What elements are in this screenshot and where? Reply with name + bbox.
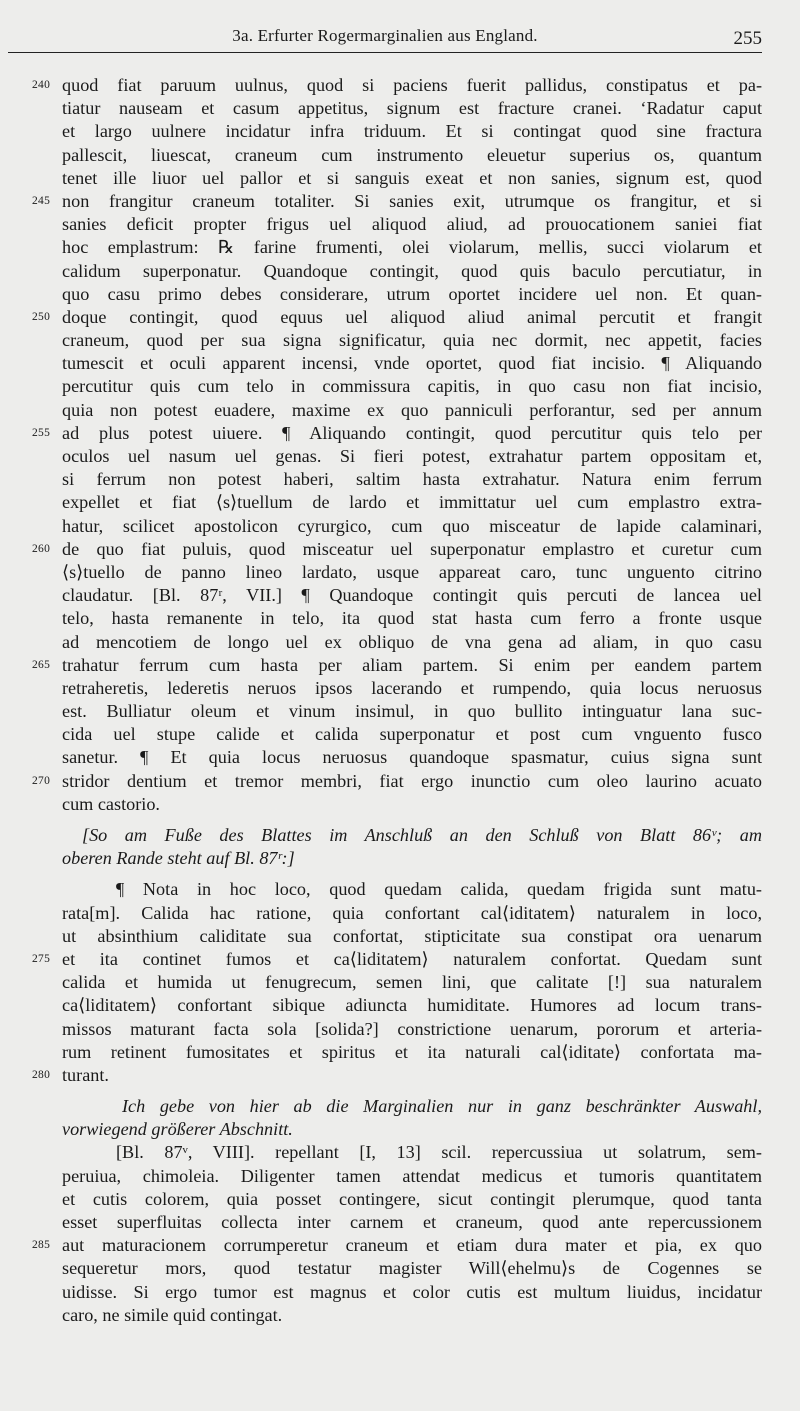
line-text: sanies deficit propter frigus uel aliquod aliud, ad prouocationem saniei fiat (62, 214, 762, 235)
text-line (32, 654, 762, 677)
line-text: doque contingit, quod equus uel aliquod aliud animal percutit et frangit (62, 306, 762, 327)
text-line (32, 770, 762, 793)
line-text: trahatur ferrum cum hasta per aliam partem. Si enim per eandem partem (62, 654, 762, 675)
line-number: 280 (32, 1068, 51, 1081)
text-line (62, 491, 762, 514)
line-text: turant. (62, 1064, 109, 1085)
text-line (62, 1211, 762, 1234)
line-text: retraheretis, lederetis neruos ipsos lacerando et rumpendo, quia locus neruosus (62, 677, 762, 698)
line-text: quo casu primo debes considerare, utrum oportet incidere uel non. Et quan- (62, 283, 762, 304)
line-text: si ferrum non potest haberi, saltim hasta extrahatur. Natura enim ferrum (62, 469, 762, 490)
text-line (62, 878, 762, 901)
text-line (62, 1304, 762, 1327)
line-text: uidisse. Si ergo tumor est magnus et color cutis est multum liuidus, incidatur (62, 1281, 762, 1302)
text-line (62, 607, 762, 630)
line-number: 245 (32, 194, 51, 207)
text-line (62, 700, 762, 723)
line-text: ut absinthium caliditate sua confortat, stipticitate sua constipat ora uenarum (62, 925, 762, 946)
line-text: tiatur nauseam et casum appetitus, signum est fracture cranei. ‘Radatur caput (62, 98, 762, 119)
text-line (62, 925, 762, 948)
text-line (62, 1018, 762, 1041)
line-text: calida et humida ut fenugrecum, semen lini, que calitate [!] sua naturalem (62, 972, 762, 993)
text-line (32, 190, 762, 213)
text-line (62, 1118, 762, 1141)
text-line (62, 561, 762, 584)
text-line (32, 306, 762, 329)
text-line (62, 1257, 762, 1280)
body-text (32, 74, 762, 1327)
text-line (62, 375, 762, 398)
line-number: 285 (32, 1239, 51, 1252)
line-text: ad mencotiem de longo uel ex obliquo de vna gena ad aliam, in quo casu (62, 631, 762, 652)
running-title: 3a. Erfurter Rogermarginalien aus England. (232, 26, 538, 45)
text-line (32, 1064, 762, 1087)
line-text: stridor dentium et tremor membri, fiat ergo inunctio cum oleo laurino acuato (62, 770, 762, 791)
text-line (62, 994, 762, 1017)
line-number: 270 (32, 774, 51, 787)
line-text: rata[m]. Calida hac ratione, quia confortant cal⟨iditatem⟩ naturalem in loco, (62, 902, 762, 923)
line-text: claudatur. [Bl. 87ʳ, VII.] ¶ Quandoque contingit quis percuti de lancea uel (62, 585, 762, 606)
line-number: 240 (32, 79, 51, 91)
line-text: et cutis colorem, quia posset contingere, sicut contingit plerumque, quod tanta (62, 1188, 762, 1209)
line-text: hatur, scilicet apostolicon cyrurgico, cum quo misceatur de lapide calaminari, (62, 515, 762, 536)
text-line (62, 352, 762, 375)
text-line (32, 538, 762, 561)
text-line (62, 1141, 762, 1164)
text-line (32, 74, 762, 97)
line-text: tenet ille liuor uel pallor et si sanguis exeat et non sanies, signum est, quod (62, 167, 762, 188)
line-number: 260 (32, 542, 51, 555)
text-line (62, 97, 762, 120)
line-number: 250 (32, 310, 51, 323)
line-text: sanetur. ¶ Et quia locus neruosus quandoque spasmatur, cuius signa sunt (62, 747, 762, 768)
text-line (32, 422, 762, 445)
line-text: hoc emplastrum: ℞ farine frumenti, olei violarum, mellis, succi violarum et (62, 237, 762, 258)
text-line (62, 445, 762, 468)
line-text: percutitur quis cum telo in commissura capitis, in quo casu non fiat incisio, (62, 376, 762, 397)
line-text: peruiua, chimoleia. Diligenter tamen attendat medicus et tumoris quantitatem (62, 1165, 762, 1186)
text-line (62, 283, 762, 306)
line-text: non frangitur craneum totaliter. Si sanies exit, utrumque os frangitur, et si (62, 190, 762, 211)
text-line (62, 329, 762, 352)
line-number: 255 (32, 426, 51, 439)
line-text: ca⟨liditatem⟩ confortant sibique adiuncta humiditate. Humores ad locum trans- (62, 995, 762, 1016)
line-text: cida uel stupe calide et calida superponatur et post cum vnguento fusco (62, 724, 762, 745)
text-line (62, 468, 762, 491)
line-text: et ita continet fumos et ca⟨liditatem⟩ naturalem confortat. Quedam sunt (62, 948, 762, 969)
line-text: rum retinent fumositates et spiritus et ita naturali cal⟨iditate⟩ confortata ma- (62, 1041, 762, 1062)
text-line (62, 677, 762, 700)
line-text: calidum superponatur. Quandoque contingit, quod quis baculo percutiatur, in (62, 260, 762, 281)
line-text: expellet et fiat ⟨s⟩tuellum de lardo et immittatur uel cum emplastro extra- (62, 492, 762, 513)
text-line (62, 746, 762, 769)
line-text: et largo uulnere incidatur infra triduum. Et si contingat quod sine fractura (62, 121, 762, 142)
line-text: missos maturant facta sola [solida?] constrictione uenarum, pororum et arteria- (62, 1018, 762, 1039)
paragraph-gap (62, 816, 762, 824)
line-text: quod fiat paruum uulnus, quod si paciens fuerit pallidus, constipatus et pa- (62, 75, 762, 95)
line-text: de quo fiat puluis, quod misceatur uel superponatur emplastro et curetur cum (62, 538, 762, 559)
text-line (62, 120, 762, 143)
text-line (62, 144, 762, 167)
line-text: Ich gebe von hier ab die Marginalien nur in ganz beschränkter Auswahl, (122, 1096, 762, 1117)
line-text: [So am Fuße des Blattes im Anschluß an den Schluß von Blatt 86ᵛ; am (82, 825, 762, 845)
text-line (62, 847, 762, 870)
line-number: 275 (32, 952, 51, 965)
text-line (62, 584, 762, 607)
text-line (62, 260, 762, 283)
line-text: cum castorio. (62, 793, 160, 814)
text-line (62, 1281, 762, 1304)
line-text: ¶ Nota in hoc loco, quod quedam calida, quedam frigida sunt matu- (116, 879, 762, 900)
line-text: esset superfluitas collecta inter carnem et craneum, quod ante repercussionem (62, 1212, 762, 1232)
text-line (62, 167, 762, 190)
text-line (62, 1165, 762, 1188)
text-line (32, 948, 762, 971)
line-text: est. Bulliatur oleum et vinum insimul, in quo bullito intinguatur lana suc- (62, 701, 762, 722)
paragraph-gap (62, 870, 762, 878)
text-line (62, 1041, 762, 1064)
text-line (62, 1095, 762, 1118)
line-text: ⟨s⟩tuello de panno lineo lardato, usque appareat caro, tunc unguento citrino (62, 561, 762, 582)
line-text: ad plus potest uiuere. ¶ Aliquando contingit, quod percutitur quis telo per (62, 422, 762, 443)
text-line (62, 213, 762, 236)
line-text: quia non potest euadere, maxime ex quo panniculi perforantur, sed per annum (62, 399, 762, 420)
page-number: 255 (733, 28, 762, 49)
line-text: oberen Rande steht auf Bl. 87ʳ:] (62, 848, 295, 869)
line-text: oculos uel nasum uel genas. Si fieri potest, extrahatur partem oppositam et, (62, 446, 762, 466)
page-header (8, 22, 762, 53)
line-text: tumescit et oculi apparent incensi, vnde oportet, quod fiat incisio. ¶ Aliquando (62, 353, 762, 374)
text-line (32, 1234, 762, 1257)
line-text: [Bl. 87ᵛ, VIII]. repellant [I, 13] scil. repercussiua ut solatrum, sem- (116, 1142, 762, 1163)
paragraph-gap (62, 1087, 762, 1095)
text-line (62, 971, 762, 994)
line-number: 265 (32, 658, 51, 671)
text-line (62, 902, 762, 925)
text-line (62, 824, 762, 847)
text-line (62, 515, 762, 538)
text-line (62, 631, 762, 654)
line-text: caro, ne simile quid contingat. (62, 1304, 283, 1325)
line-text: sequeretur mors, quod testatur magister Will⟨ehelmu⟩s de Cogennes se (62, 1258, 762, 1279)
text-line (62, 793, 762, 816)
text-line (62, 236, 762, 259)
line-text: telo, hasta remanente in telo, ita quod stat hasta cum ferro a fronte usque (62, 608, 762, 629)
text-line (62, 399, 762, 422)
text-line (62, 723, 762, 746)
line-text: craneum, quod per sua signa significatur, quia nec dormit, nec appetit, facies (62, 330, 762, 351)
text-line (62, 1188, 762, 1211)
line-text: vorwiegend größerer Abschnitt. (62, 1119, 293, 1140)
line-text: pallescit, liuescat, craneum cum instrumento eleuetur superius os, quantum (62, 144, 762, 165)
line-text: aut maturacionem corrumperetur craneum et etiam dura mater et pia, ex quo (62, 1235, 762, 1256)
